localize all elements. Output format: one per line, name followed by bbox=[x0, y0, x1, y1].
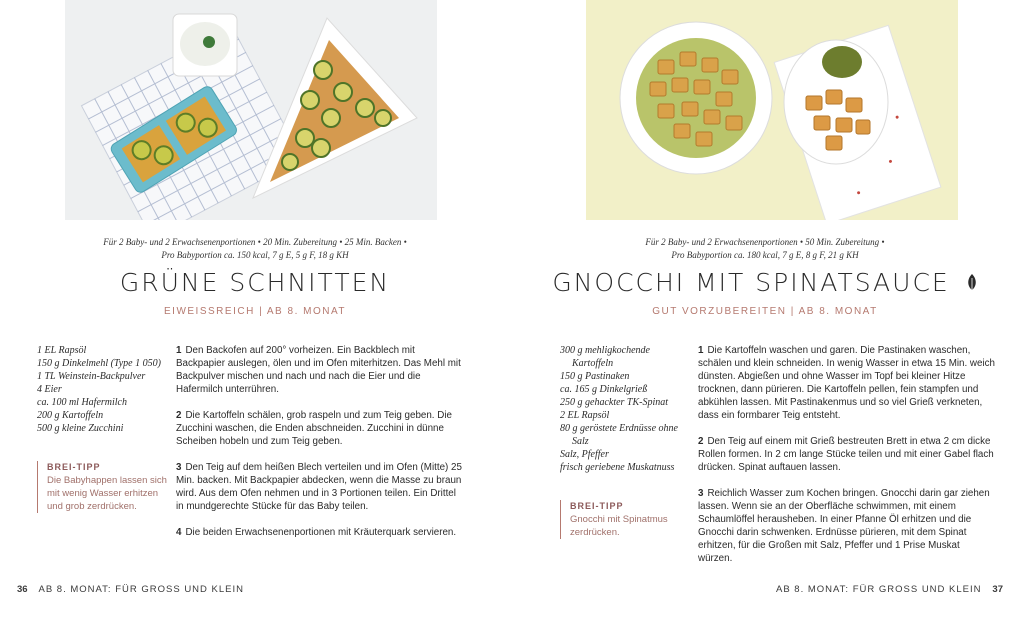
ingredient-list bbox=[37, 344, 167, 435]
brei-tipp-box bbox=[37, 461, 175, 513]
step bbox=[176, 461, 466, 513]
ingredient-item: 500 g kleine Zucchini bbox=[37, 423, 124, 434]
step-text: Den Teig auf dem heißen Blech verteilen und im Ofen (Mitte) 25 Min. backen. Mit Backpapier abdecken, wenn die Masse zu braun wird. Aus dem Ofen nehmen und in 3 Portionen teilen. Ein Drittel in mundgerechte Stücke für das Baby teilen. bbox=[176, 462, 462, 512]
step-text: Den Backofen auf 200° vorheizen. Ein Backblech mit Backpapier auslegen, ölen und im Ofen miterhitzen. Das Mehl mit Backpulver mischen und nach und nach die Eier und die Hafermilch unterrühren. bbox=[176, 345, 461, 395]
ingredient-item: Kartoffeln bbox=[572, 358, 614, 369]
ingredient-item: 150 g Pastinaken bbox=[560, 371, 630, 382]
recipe-photo-gnocchi bbox=[586, 0, 958, 220]
ingredient-item: 250 g gehackter TK-Spinat bbox=[560, 397, 669, 408]
ingredient-item: 1 EL Rapsöl bbox=[37, 345, 87, 356]
brei-tipp-box bbox=[560, 500, 690, 539]
footer-running-title: AB 8. MONAT: FÜR GROSS UND KLEIN bbox=[38, 584, 244, 595]
leaf-icon bbox=[966, 270, 978, 299]
step-number: 4 bbox=[176, 527, 182, 538]
page-number: 36 bbox=[17, 584, 28, 595]
ingredient-item: 80 g geröstete Erdnüsse ohne bbox=[560, 423, 678, 434]
step-number: 1 bbox=[698, 345, 704, 356]
ingredient-item: frisch geriebene Muskatnuss bbox=[560, 462, 675, 473]
recipe-subtitle: EIWEISSREICH | AB 8. MONAT bbox=[164, 306, 346, 317]
step bbox=[698, 435, 996, 474]
footer-running-title: AB 8. MONAT: FÜR GROSS UND KLEIN bbox=[776, 584, 982, 595]
recipe-subtitle: GUT VORZUBEREITEN | AB 8. MONAT bbox=[652, 306, 878, 317]
meta-line-portions: Für 2 Baby- und 2 Erwachsenenportionen • 50 Min. Zubereitung • bbox=[645, 237, 885, 247]
instruction-steps bbox=[698, 344, 996, 578]
page-footer bbox=[17, 584, 244, 595]
ingredient-item: 150 g Dinkelmehl (Type 1 050) bbox=[37, 358, 161, 369]
recipe-title bbox=[510, 268, 1020, 299]
recipe-title-text: GNOCCHI MIT SPINATSAUCE bbox=[552, 268, 950, 297]
tip-label: BREI-TIPP bbox=[47, 462, 101, 472]
tip-text: Gnocchi mit Spinatmus zerdrücken. bbox=[570, 514, 668, 538]
step-number: 3 bbox=[698, 488, 704, 499]
step bbox=[176, 409, 466, 448]
ingredient-item: Salz bbox=[572, 436, 589, 447]
step bbox=[698, 344, 996, 422]
ingredient-item: 1 TL Weinstein-Backpulver bbox=[37, 371, 146, 382]
meta-line-nutrition: Pro Babyportion ca. 180 kcal, 7 g E, 8 g F, 21 g KH bbox=[671, 250, 859, 260]
meta-line-portions: Für 2 Baby- und 2 Erwachsenenportionen • 20 Min. Zubereitung • 25 Min. Backen • bbox=[103, 237, 407, 247]
page-number: 37 bbox=[992, 584, 1003, 595]
step-text: Die beiden Erwachsenenportionen mit Kräuterquark servieren. bbox=[185, 527, 457, 538]
step bbox=[698, 487, 996, 565]
instruction-steps bbox=[176, 344, 466, 552]
step-number: 2 bbox=[698, 436, 704, 447]
ingredient-item: 2 EL Rapsöl bbox=[560, 410, 610, 421]
step-number: 2 bbox=[176, 410, 182, 421]
ingredient-item: 4 Eier bbox=[37, 384, 62, 395]
ingredient-item: ca. 165 g Dinkelgrieß bbox=[560, 384, 648, 395]
step bbox=[176, 344, 466, 396]
recipe-meta bbox=[510, 236, 1020, 262]
ingredient-item: 300 g mehligkochende bbox=[560, 345, 650, 356]
tip-text: Die Babyhappen lassen sich mit wenig Wasser erhitzen und grob zerdrücken. bbox=[47, 475, 167, 512]
page-footer bbox=[776, 584, 1003, 595]
step-number: 3 bbox=[176, 462, 182, 473]
ingredient-item: 200 g Kartoffeln bbox=[37, 410, 104, 421]
step bbox=[176, 526, 466, 539]
tip-label: BREI-TIPP bbox=[570, 501, 624, 511]
step-text: Die Kartoffeln schälen, grob raspeln und zum Teig geben. Die Zucchini waschen, die Enden abschneiden. Zucchini in dünne Scheiben hobeln und zum Teig geben. bbox=[176, 410, 452, 447]
right-page bbox=[510, 0, 1020, 618]
ingredient-list bbox=[560, 344, 685, 474]
step-text: Reichlich Wasser zum Kochen bringen. Gnocchi darin gar ziehen lassen. Wenn sie an der Oberfläche schwimmen, mit einem Schaumlöffel herausheben. In einer Pfanne Öl erhitzen und die Gnocchi darin schwenken. Erdnüsse pürieren, mit dem Spinat erhitzen, für die Großen mit Salz, Pfeffer und 1 Prise Muskat würzen. bbox=[698, 488, 990, 564]
meta-line-nutrition: Pro Babyportion ca. 150 kcal, 7 g E, 5 g F, 18 g KH bbox=[161, 250, 349, 260]
step-number: 1 bbox=[176, 345, 182, 356]
ingredient-item: ca. 100 ml Hafermilch bbox=[37, 397, 127, 408]
step-text: Die Kartoffeln waschen und garen. Die Pastinaken waschen, schälen und klein schneiden. In wenig Wasser in etwa 15 Min. weich dünsten. Abgießen und ohne Wasser im Topf bei kleiner Hitze trocknen, dann pürieren. Die Kartoffeln pellen, fein stampfen und abkühlen lassen. Mit Pastinakenmus und so viel Grieß verkneten, dass ein formbarer Teig entsteht. bbox=[698, 345, 995, 421]
recipe-photo-zucchini-slices bbox=[65, 0, 437, 220]
step-text: Den Teig auf einem mit Grieß bestreuten Brett in etwa 2 cm dicke Rollen formen. In 2 cm lange Stücke teilen und mit einer Gabel flach drücken. Spinat auftauen lassen. bbox=[698, 436, 994, 473]
recipe-title: GRÜNE SCHNITTEN bbox=[119, 268, 391, 297]
ingredient-item: Salz, Pfeffer bbox=[560, 449, 609, 460]
recipe-meta bbox=[0, 236, 510, 262]
